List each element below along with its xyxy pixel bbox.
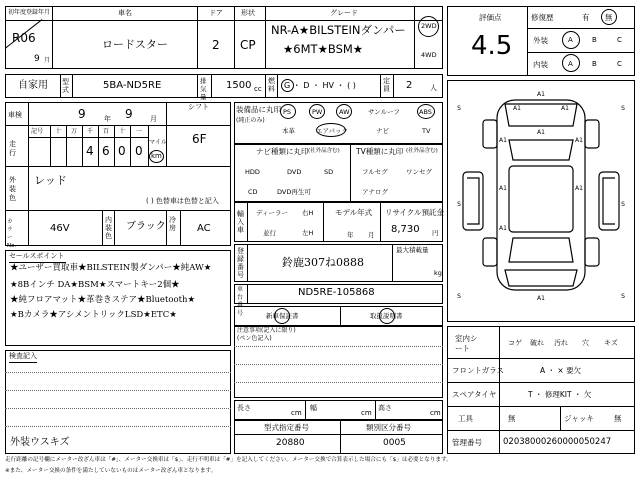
fuel-options: G ・ D ・ HV ・ ( ) [284,81,356,90]
damage-mark: A1 [537,129,545,136]
side-mark: S [457,201,461,208]
side-mark: S [457,105,461,112]
damage-mark: A1 [513,105,521,112]
damage-mark: A1 [575,185,583,192]
inspector-note: 外装ウスキズ [10,437,70,448]
damage-mark: A1 [575,137,583,144]
doors: 2 [212,38,220,52]
capacity: 2 [406,80,413,91]
shift: 6F [192,132,207,146]
side-mark: S [621,105,625,112]
drive-4wd: 4WD [421,51,437,59]
car-name-label: 車名 [118,9,132,17]
damage-mark: A1 [537,91,545,98]
interior-color: ブラック [126,221,166,232]
use-type: 自家用 [18,80,48,91]
sales-line: ★Bカメラ★アシメントリックLSD★ETC★ [10,310,177,320]
side-mark: S [621,201,625,208]
shape: CP [240,38,256,52]
displacement: 1500 [226,80,252,91]
model-code: 5BA-ND5RE [103,80,162,91]
sales-line: ★8Bインチ DA★BSM★スマートキー2個★ [10,280,180,290]
first-reg-month: 9 [34,54,40,64]
mileage-digit: 6 [102,144,110,158]
sales-line: ★ユーザー買取車★BILSTEIN製ダンパー★純AW★ [10,263,212,273]
mgmt-number: 02038000260000050247 [503,437,612,447]
class-no: 0005 [383,438,406,448]
exterior-color: レッド [34,174,67,187]
footer-line1: 走行距離の記号欄にメーター改ざん車は「#」、メーター交換車は「$」、走行不明車は「#」を記入してください。メーター交換で合算表示した場合にも「$」は必要となります。 [5,457,452,463]
footer-line2: ※また、メーター交換の条件を満たしていないものはメーター改ざん車となります。 [5,468,217,474]
side-mark: S [621,293,625,300]
inspection-month: 9 [125,107,133,121]
damage-mark: A1 [499,137,507,144]
shape-label: 形状 [241,9,255,17]
damage-mark: A1 [499,185,507,192]
drive-2wd: 2WD [421,22,437,30]
sales-line: ★純フロアマット★革巻きステア★Bluetooth★ [10,295,196,305]
model-designation-no: 20880 [276,438,305,448]
plate-number: 鈴鹿307ね0888 [282,256,364,269]
first-reg-year: R06 [12,31,36,45]
first-reg-label: 初年度登録年月 [8,9,51,16]
grade-line2: ★6MT★BSM★ [283,42,364,56]
mileage-digit: 0 [118,144,126,158]
mileage-digit: 0 [135,144,143,158]
ac: AC [197,223,211,234]
grade-label: グレード [330,9,358,17]
chassis-number: ND5RE-105868 [298,287,375,298]
score: 4.5 [471,31,513,61]
header-box [5,6,443,69]
damage-mark: A1 [561,105,569,112]
door-label: ドア [209,9,223,17]
dims-block [234,400,443,420]
side-mark: S [457,293,461,300]
color-no: 46V [50,223,70,234]
car-name: ロードスター [102,38,168,51]
mileage-digit: 4 [86,144,94,158]
damage-mark: A1 [499,225,507,232]
grade-line1: NR-A★BILSTEINダンパー [271,23,406,37]
reg-row [5,74,443,98]
damage-mark: A1 [537,295,545,302]
car-diagram [447,80,635,322]
inspection-year: 9 [78,107,86,121]
recycle-amount: 8,730 [391,224,420,235]
